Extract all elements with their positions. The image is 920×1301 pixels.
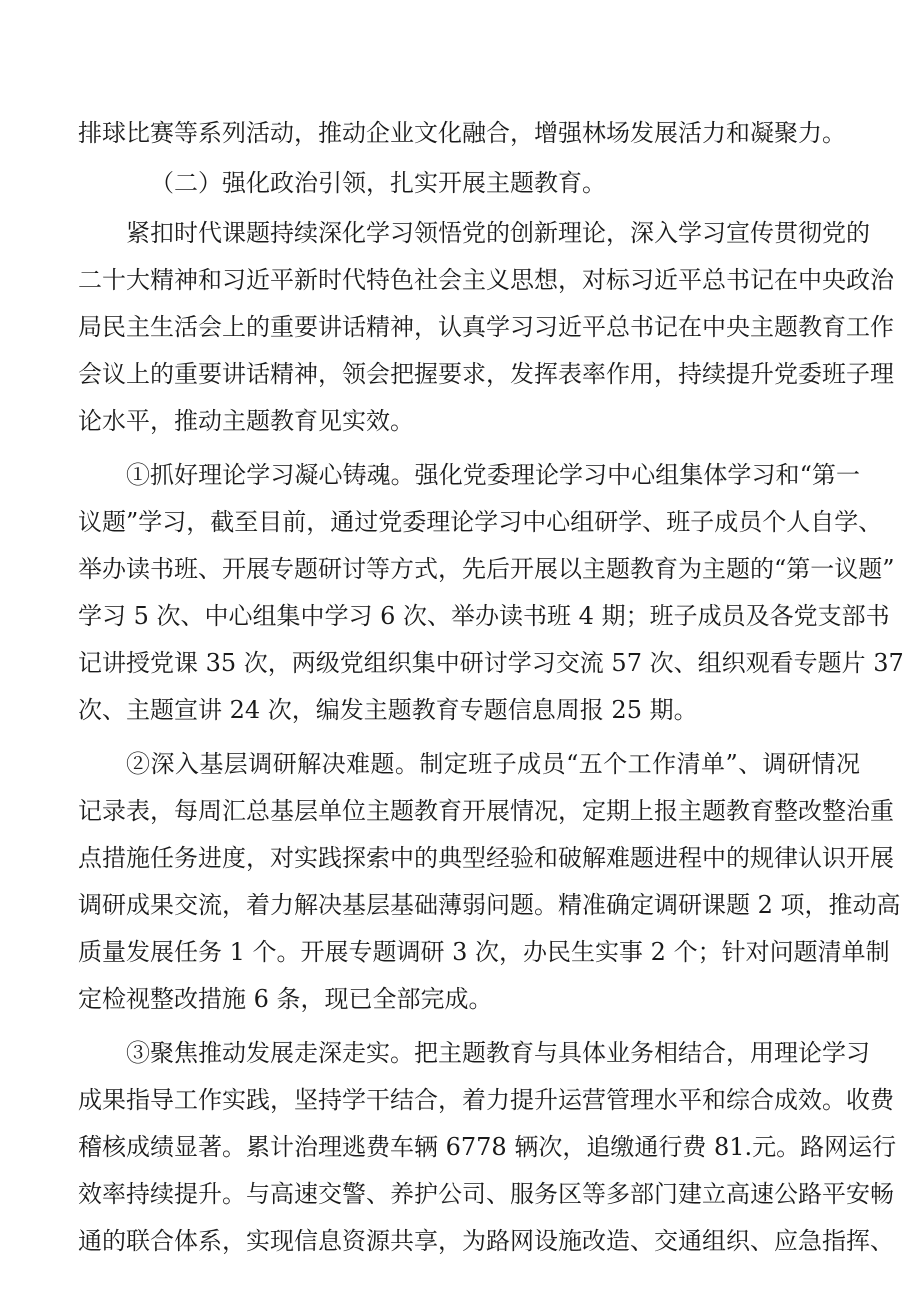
paragraph-line: 论水平，推动主题教育见实效。 — [78, 407, 414, 435]
paragraph-line: 定检视整改措施 6 条，现已全部完成。 — [78, 985, 493, 1013]
section-heading: （二）强化政治引领，扎实开展主题教育。 — [150, 169, 606, 197]
paragraph-line: 点措施任务进度，对实践探索中的典型经验和破解难题进程中的规律认识开展 — [78, 844, 894, 872]
paragraph-line: 稽核成绩显著。累计治理逃费车辆 6778 辆次，追缴通行费 81.元。路网运行 — [78, 1133, 897, 1161]
paragraph-line: 次、主题宣讲 24 次，编发主题教育专题信息周报 25 期。 — [78, 696, 698, 724]
paragraph-line: 学习 5 次、中心组集中学习 6 次、举办读书班 4 期；班子成员及各党支部书 — [78, 602, 890, 630]
text-line: 排球比赛等系列活动，推动企业文化融合，增强林场发展活力和凝聚力。 — [78, 119, 846, 147]
paragraph-line: 通的联合体系，实现信息资源共享，为路网设施改造、交通组织、应急指挥、 — [78, 1227, 894, 1255]
paragraph-line: 效率持续提升。与高速交警、养护公司、服务区等多部门建立高速公路平安畅 — [78, 1180, 894, 1208]
paragraph-line: 质量发展任务 1 个。开展专题调研 3 次，办民生实事 2 个；针对问题清单制 — [78, 938, 890, 966]
paragraph-line: 调研成果交流，着力解决基层基础薄弱问题。精准确定调研课题 2 项，推动高 — [78, 891, 901, 919]
paragraph-line: 记录表，每周汇总基层单位主题教育开展情况，定期上报主题教育整改整治重 — [78, 797, 894, 825]
paragraph-line: 二十大精神和习近平新时代特色社会主义思想，对标习近平总书记在中央政治 — [78, 266, 894, 294]
paragraph-line: 会议上的重要讲话精神，领会把握要求，发挥表率作用，持续提升党委班子理 — [78, 360, 894, 388]
paragraph-line: 举办读书班、开展专题研讨等方式，先后开展以主题教育为主题的“第一议题” — [78, 555, 895, 583]
paragraph-line: 议题”学习，截至目前，通过党委理论学习中心组研学、班子成员个人自学、 — [78, 508, 883, 536]
paragraph-line: 紧扣时代课题持续深化学习领悟党的创新理论，深入学习宣传贯彻党的 — [126, 219, 870, 247]
paragraph-line: ③聚焦推动发展走深走实。把主题教育与具体业务相结合，用理论学习 — [126, 1039, 870, 1067]
paragraph-line: 记讲授党课 35 次，两级党组织集中研讨学习交流 57 次、组织观看专题片 37 — [78, 649, 904, 677]
paragraph-line: 成果指导工作实践，坚持学干结合，着力提升运营管理水平和综合成效。收费 — [78, 1086, 894, 1114]
paragraph-line: ②深入基层调研解决难题。制定班子成员“五个工作清单”、调研情况 — [126, 750, 860, 778]
paragraph-line: 局民主生活会上的重要讲话精神，认真学习习近平总书记在中央主题教育工作 — [78, 313, 894, 341]
paragraph-line: ①抓好理论学习凝心铸魂。强化党委理论学习中心组集体学习和“第一 — [126, 461, 860, 489]
